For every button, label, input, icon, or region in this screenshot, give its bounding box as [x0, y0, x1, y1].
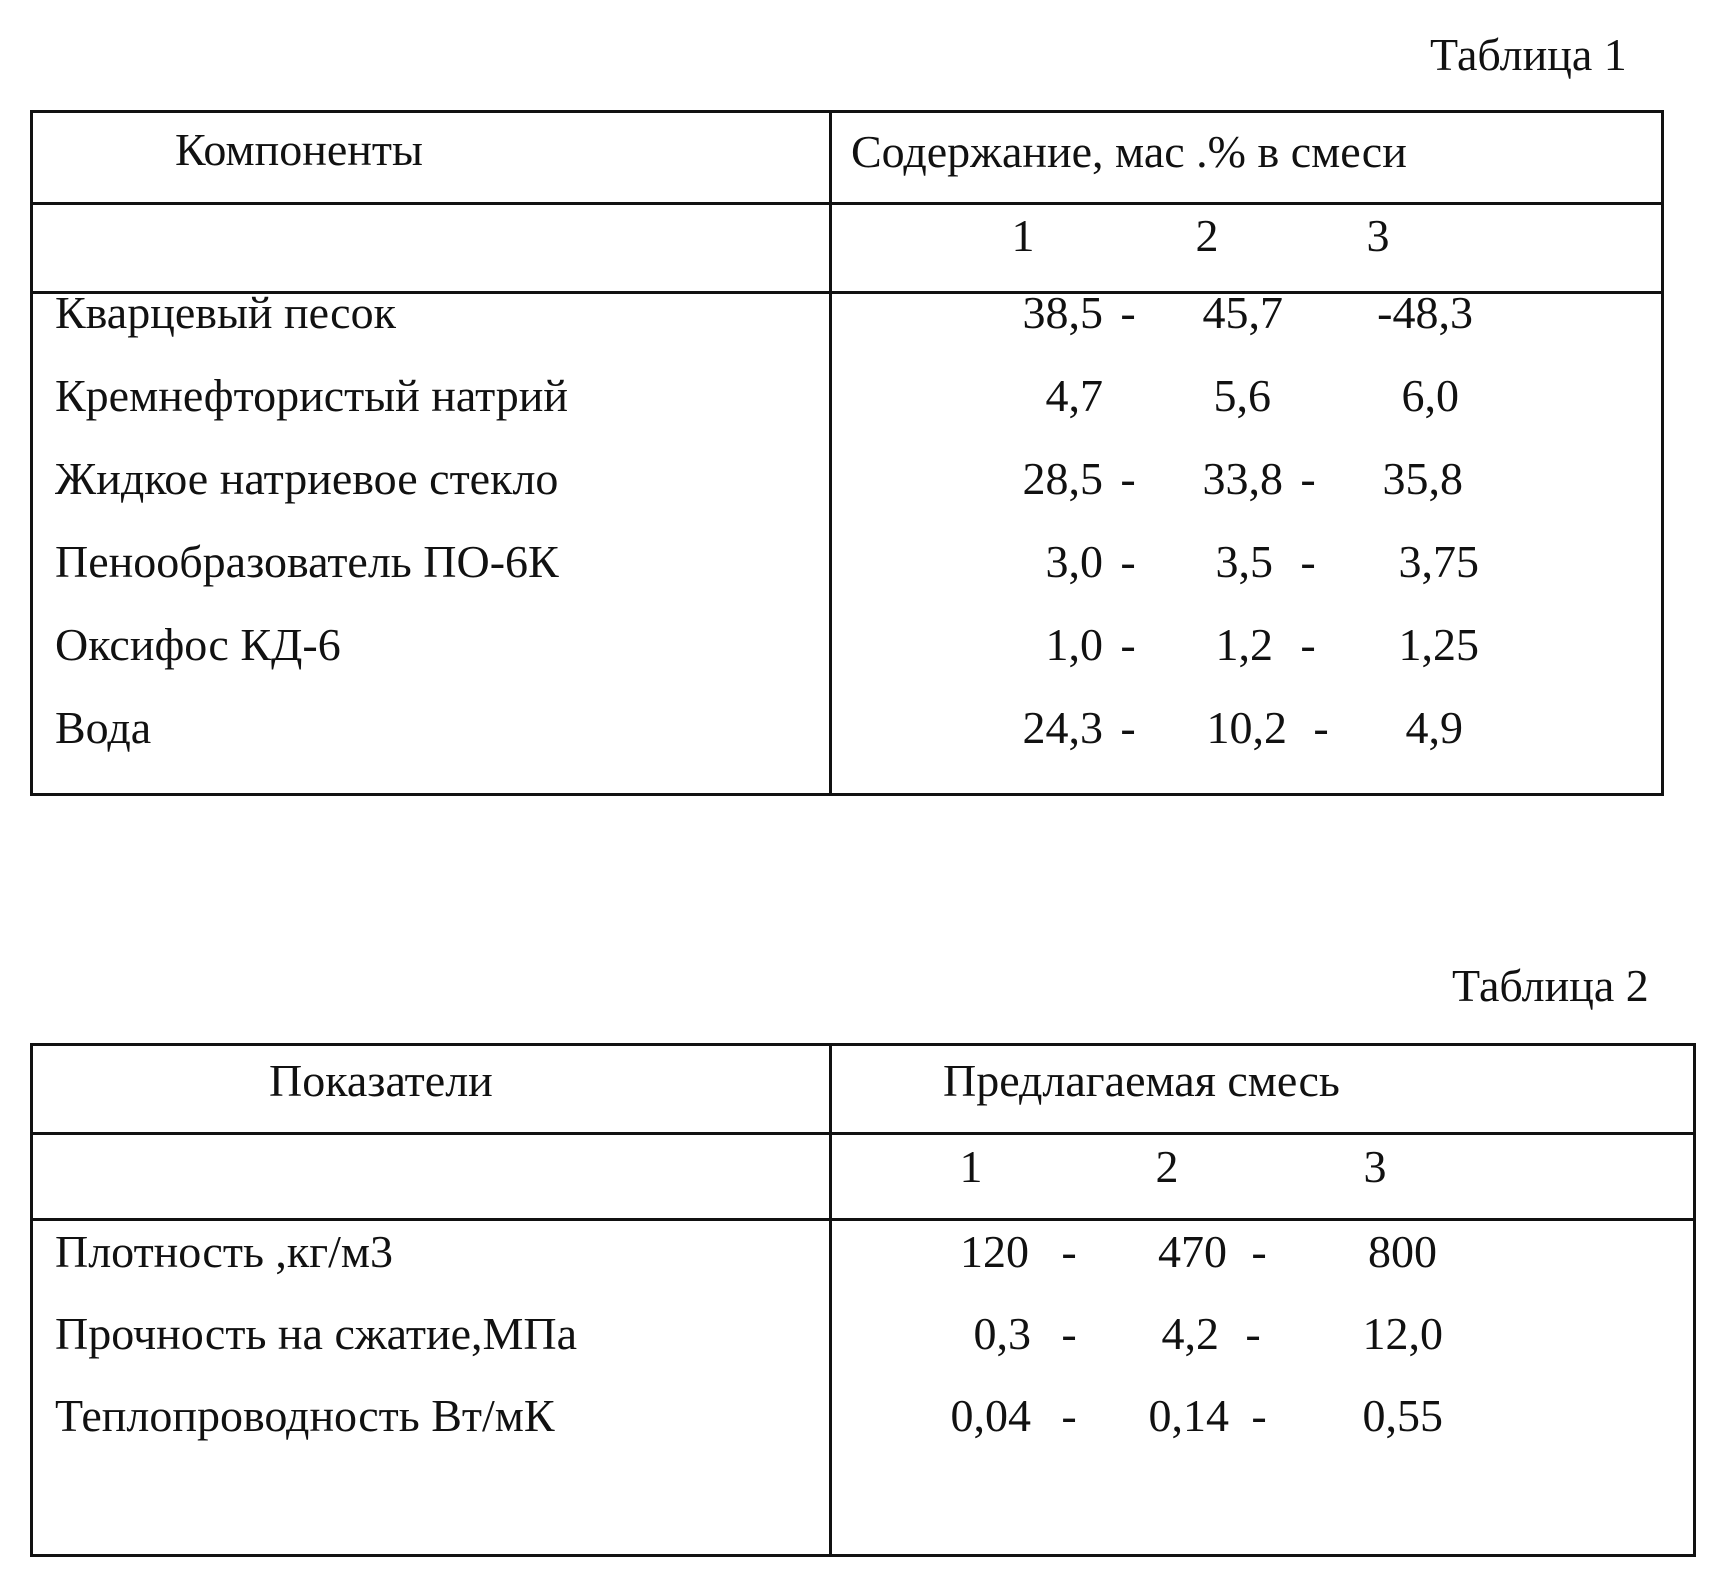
component-name: Кремнефтористый натрий — [55, 370, 569, 421]
table2-col-number-1: 1 — [959, 1141, 983, 1192]
value-mix-2: 470 — [1158, 1226, 1227, 1277]
table1 — [30, 110, 1664, 796]
indicator-name: Плотность ,кг/м3 — [55, 1226, 394, 1277]
dash-separator: - — [1061, 1308, 1077, 1359]
value-mix-1: 24,3 — [1022, 702, 1103, 753]
component-name: Жидкое натриевое стекло — [55, 453, 559, 504]
table2-caption: Таблица 2 — [1452, 960, 1649, 1011]
value-mix-1: 0,3 — [973, 1308, 1031, 1359]
indicator-name: Прочность на сжатие,МПа — [55, 1308, 578, 1359]
value-mix-2: 3,5 — [1215, 536, 1273, 587]
value-mix-3: 1,25 — [1398, 619, 1479, 670]
dash-separator: - — [1061, 1226, 1077, 1277]
table1-header-divider — [33, 202, 1661, 205]
value-mix-3: 35,8 — [1382, 453, 1463, 504]
table2-subheader-divider — [33, 1218, 1693, 1221]
component-name: Кварцевый песок — [55, 287, 396, 338]
value-mix-2: 10,2 — [1206, 702, 1287, 753]
dash-separator: - — [1120, 536, 1136, 587]
value-mix-3: 12,0 — [1362, 1308, 1443, 1359]
table1-header-content: Содержание, мас .% в смеси — [851, 126, 1407, 177]
value-mix-1: 38,5 — [1022, 287, 1103, 338]
value-mix-1: 1,0 — [1045, 619, 1103, 670]
dash-separator: - — [1120, 287, 1136, 338]
dash-separator: - — [1245, 1308, 1261, 1359]
dash-separator: - — [1120, 453, 1136, 504]
component-name: Пенообразователь ПО-6К — [55, 536, 559, 587]
dash-separator: - — [1251, 1226, 1267, 1277]
value-mix-1: 3,0 — [1045, 536, 1103, 587]
table2-col-number-2: 2 — [1155, 1141, 1179, 1192]
table1-col-number-3: 3 — [1366, 210, 1390, 261]
dash-separator: - — [1300, 453, 1316, 504]
value-mix-2: 45,7 — [1202, 287, 1283, 338]
dash-separator: - — [1120, 619, 1136, 670]
table1-header-components: Компоненты — [175, 124, 423, 175]
component-name: Вода — [55, 702, 152, 753]
value-mix-3: 0,55 — [1362, 1390, 1443, 1441]
value-mix-3: 800 — [1368, 1226, 1437, 1277]
value-mix-2: 4,2 — [1161, 1308, 1219, 1359]
value-mix-2: 0,14 — [1148, 1390, 1229, 1441]
value-mix-3: 4,9 — [1405, 702, 1463, 753]
table2-col-number-3: 3 — [1363, 1141, 1387, 1192]
value-mix-2: 33,8 — [1202, 453, 1283, 504]
value-mix-1: 28,5 — [1022, 453, 1103, 504]
dash-separator: - — [1313, 702, 1329, 753]
component-name: Оксифос КД-6 — [55, 619, 341, 670]
table1-column-divider — [829, 113, 832, 793]
table1-col-number-1: 1 — [1011, 210, 1035, 261]
dash-separator: - — [1061, 1390, 1077, 1441]
value-mix-1: 0,04 — [950, 1390, 1031, 1441]
table2-column-divider — [829, 1046, 832, 1554]
table2-header-divider — [33, 1132, 1693, 1135]
dash-separator: - — [1120, 702, 1136, 753]
table1-col-number-2: 2 — [1195, 210, 1219, 261]
value-mix-1: 120 — [960, 1226, 1029, 1277]
table2 — [30, 1043, 1696, 1557]
table1-caption: Таблица 1 — [1430, 29, 1627, 80]
dash-separator: - — [1300, 536, 1316, 587]
value-mix-3: -48,3 — [1377, 287, 1473, 338]
value-mix-2: 5,6 — [1213, 370, 1271, 421]
table2-header-indicators: Показатели — [269, 1055, 493, 1106]
value-mix-1: 4,7 — [1045, 370, 1103, 421]
value-mix-3: 3,75 — [1398, 536, 1479, 587]
table2-header-proposed-mix: Предлагаемая смесь — [943, 1055, 1340, 1106]
dash-separator: - — [1300, 619, 1316, 670]
dash-separator: - — [1251, 1390, 1267, 1441]
value-mix-3: 6,0 — [1401, 370, 1459, 421]
indicator-name: Теплопроводность Вт/мК — [55, 1390, 555, 1441]
value-mix-2: 1,2 — [1215, 619, 1273, 670]
